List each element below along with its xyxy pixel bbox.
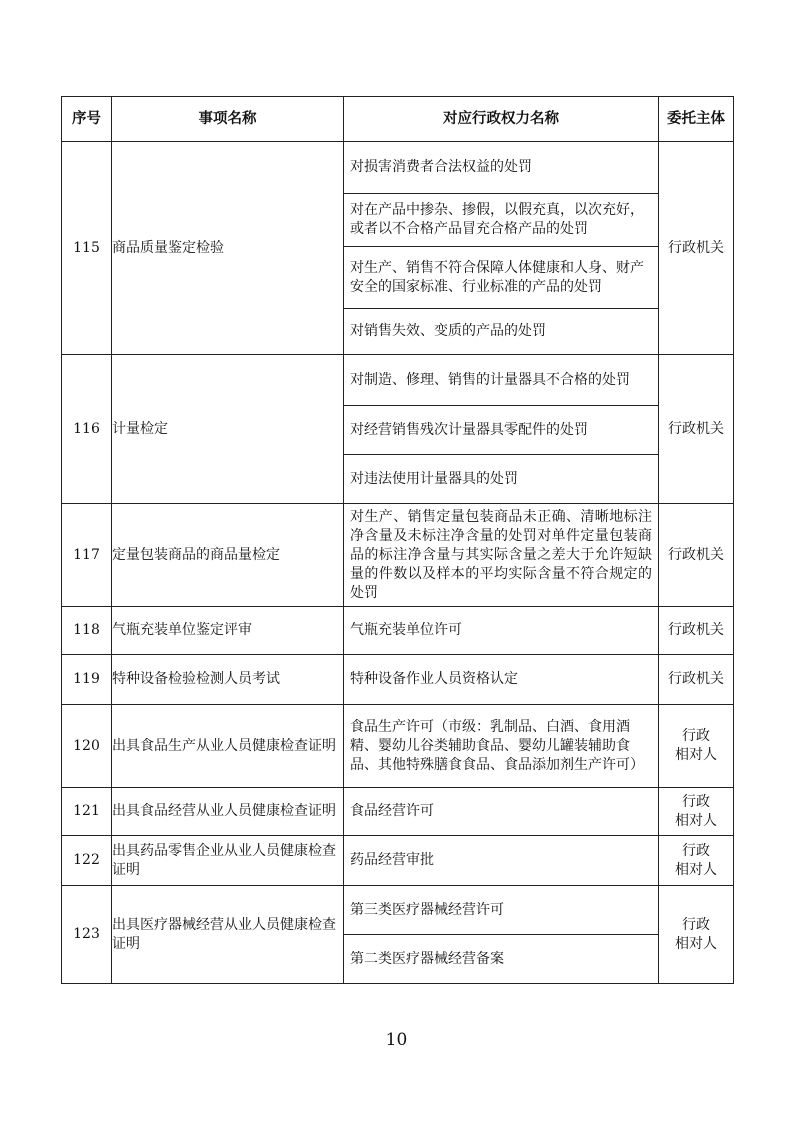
delegate-line: 相对人: [675, 861, 717, 878]
row-item-name: 气瓶充装单位鉴定评审: [112, 607, 344, 655]
power-entry: 食品生产许可（市级：乳制品、白酒、食用酒精、婴幼儿谷类辅助食品、婴幼儿罐装辅助食品、其他特殊膳食食品、食品添加剂生产许可）: [350, 718, 644, 773]
row-index: 119: [62, 655, 112, 705]
row-delegate: 行政机关: [659, 504, 734, 607]
table-row: [62, 504, 734, 607]
row-index: 116: [62, 355, 112, 504]
row-powers: [344, 355, 659, 504]
row-delegate: [659, 788, 734, 836]
table-row: [62, 355, 734, 504]
row-powers: [344, 788, 659, 836]
delegate-line: 行政: [682, 916, 710, 933]
power-entry: 药品经营审批: [350, 852, 434, 868]
power-entry: 对违法使用计量器具的处罚: [350, 470, 518, 487]
row-item-name: 出具医疗器械经营从业人员健康检查证明: [112, 886, 344, 984]
power-entry: 气瓶充装单位许可: [350, 622, 462, 638]
power-entry: 对销售失效、变质的产品的处罚: [350, 323, 546, 339]
delegate-line: 行政: [682, 793, 710, 810]
row-index: 117: [62, 504, 112, 607]
power-entry: 对生产、销售定量包装商品未正确、清晰地标注净含量及未标注净含量的处罚对单件定量包装商品的标注净含量与其实际含量之差大于允许短缺量的件数以及样本的平均实际含量不符合规定的处罚: [350, 508, 652, 601]
power-entry: 食品经营许可: [350, 803, 434, 819]
row-powers: [344, 607, 659, 655]
power-entry: 对损害消费者合法权益的处罚: [344, 142, 658, 194]
row-delegate: [659, 705, 734, 788]
table-row: [62, 886, 734, 984]
row-powers: [344, 504, 659, 607]
power-entry: 第三类医疗器械经营许可: [344, 886, 658, 935]
row-index: 121: [62, 788, 112, 836]
header-power-name: 对应行政权力名称: [344, 97, 659, 142]
row-item-name: 定量包装商品的商品量检定: [112, 504, 344, 607]
power-entry: 对在产品中掺杂、掺假，以假充真，以次充好，或者以不合格产品冒充合格产品的处罚: [344, 194, 658, 247]
row-powers: [344, 836, 659, 886]
row-delegate: [659, 886, 734, 984]
table-row: [62, 607, 734, 655]
delegate-line: 相对人: [675, 935, 717, 952]
delegate-line: 相对人: [675, 747, 717, 763]
power-entry: 对制造、修理、销售的计量器具不合格的处罚: [344, 355, 658, 406]
row-powers: [344, 705, 659, 788]
page-number: 10: [385, 1030, 408, 1050]
row-delegate: [659, 836, 734, 886]
row-item-name: 出具药品零售企业从业人员健康检查证明: [112, 836, 344, 886]
row-delegate: 行政机关: [659, 607, 734, 655]
power-entry: 对生产、销售不符合保障人体健康和人身、财产安全的国家标准、行业标准的产品的处罚: [344, 247, 658, 309]
power-entry: 特种设备作业人员资格认定: [350, 671, 518, 687]
row-index: 120: [62, 705, 112, 788]
row-delegate: 行政机关: [659, 355, 734, 504]
items-table: [61, 96, 734, 984]
row-item-name: 计量检定: [112, 355, 344, 504]
row-item-name: 商品质量鉴定检验: [112, 142, 344, 355]
row-item-name: 特种设备检验检测人员考试: [112, 655, 344, 705]
row-powers: [344, 886, 659, 984]
delegate-line: 行政: [682, 842, 710, 859]
header-index: 序号: [62, 97, 112, 142]
row-powers: [344, 655, 659, 705]
delegate-line: 相对人: [675, 812, 717, 829]
table-row: [62, 788, 734, 836]
table-header-row: [62, 97, 734, 142]
row-index: 115: [62, 142, 112, 355]
row-item-name: 出具食品生产从业人员健康检查证明: [112, 705, 344, 788]
table-row: [62, 142, 734, 355]
row-item-name: 出具食品经营从业人员健康检查证明: [112, 788, 344, 836]
row-powers: [344, 142, 659, 355]
row-delegate: 行政机关: [659, 142, 734, 355]
row-delegate: 行政机关: [659, 655, 734, 705]
table-row: [62, 705, 734, 788]
row-index: 122: [62, 836, 112, 886]
row-index: 123: [62, 886, 112, 984]
header-delegate: 委托主体: [659, 97, 734, 142]
table-row: [62, 836, 734, 886]
power-entry: 对经营销售残次计量器具零配件的处罚: [344, 406, 658, 455]
table-row: [62, 655, 734, 705]
row-index: 118: [62, 607, 112, 655]
delegate-line: 行政: [682, 728, 710, 744]
header-item-name: 事项名称: [112, 97, 344, 142]
power-entry: 第二类医疗器械经营备案: [350, 950, 504, 967]
